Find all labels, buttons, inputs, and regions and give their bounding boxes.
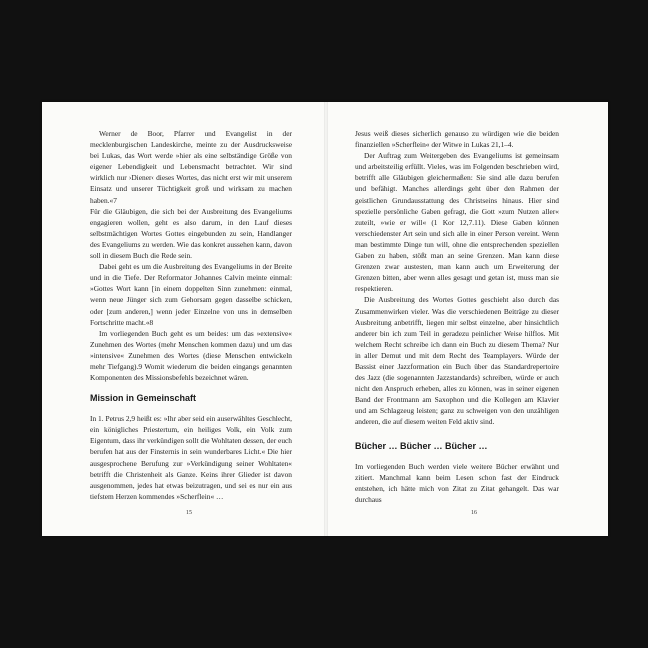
page-number: 16 [471, 510, 477, 516]
paragraph: Für die Gläubigen, die sich bei der Ausbreitung des Evangeliums engagieren wollen, geht es also darum, in den Lauf dieses selbstmächtigen Wortes Gottes eingebunden zu sein, Handlanger des Evangeliums zu werden. Wie das konkret aussehen kann, davon soll in diesem Buch die Rede sein. [90, 206, 292, 261]
page-number: 15 [186, 510, 192, 516]
paragraph: Der Auftrag zum Weitergeben des Evangeliums ist gemeinsam und arbeitsteilig erfüllt. Vieles, was im Folgenden beschrieben wird, betrifft alle Gläubigen gleichermaßen: Sie sind alle dazu berufen und befähigt. Manches allerdings geht über den Rahmen der geistlichen Grundausstattung des Christseins hinaus. Hier sind spezielle persönliche Gaben gefragt, die Gott »zum Nutzen aller« zuteilt, »wie er will« (1 Kor 12,7.11). Diese Gaben können verschiedenster Art sein und sich alle in einer Person vereint. Wenn man bestimmte Dinge tun will, ohne die entsprechenden speziellen Gaben zu haben, stößt man an seine Grenzen. Man kann diese Grenzen zwar austesten, man kann auch um Erweiterung der Grenzen bitten, aber wenn alles gesagt und getan ist, muss man sie respektieren. [355, 151, 559, 294]
left-page-text [90, 128, 292, 502]
left-page [42, 102, 323, 536]
paragraph: Jesus weiß dieses sicherlich genauso zu würdigen wie die beiden finanziellen »Scherflein« der Witwe in Lukas 21,1–4. [355, 129, 559, 150]
paragraph: In 1. Petrus 2,9 heißt es: »Ihr aber seid ein auserwähltes Geschlecht, ein königliches Priestertum, ein heiliges Volk, ein Volk zum Eigentum, dass ihr verkündigen sollt die Wohltaten dessen, der euch berufen hat aus der Finsternis in sein wunderbares Licht.« Die hier ausgesprochene Berufung zur »Verkündigung seiner Wohltaten« betrifft die Christenheit als Ganze. Keins ihrer Glieder ist davon ausgenommen, jedes hat etwas beizutragen, und sei es nur ein aus tiefstem Herzen kommendes »Scherflein« … [90, 414, 292, 501]
section-heading: Mission in Gemeinschaft [90, 393, 197, 404]
right-page [327, 102, 608, 536]
paragraph: Im vorliegenden Buch geht es um beides: um das »extensive« Zunehmen des Wortes (mehr Menschen kommen dazu) und um das »intensive« Zunehmen des Wortes (diese Menschen entwickeln mehr Tiefgang).9 Womit wiederum die beiden eingangs genannten Komponenten des Missionsbefehls bezeichnet wären. [90, 328, 292, 383]
paragraph: Werner de Boor, Pfarrer und Evangelist in der mecklenburgischen Landeskirche, meinte zu der Ausdrucksweise bei Lukas, das Wort werde »hier als eine selbständige Größe von eigener Lebendigkeit und Lebensmacht betrachtet. Wir sind wirklich nur ›Diener‹ dieses Wortes, das nicht erst wir mit unserem Einsatz und unserer Tüchtigkeit groß und wirksam zu machen haben.«7 [90, 129, 292, 205]
book-spread [42, 102, 608, 536]
right-page-text [355, 128, 559, 505]
section-heading: Bücher … Bücher … Bücher … [355, 440, 488, 451]
paragraph: Dabei geht es um die Ausbreitung des Evangeliums in der Breite und in die Tiefe. Der Reformator Johannes Calvin meinte einmal: »Gottes Wort kann [in einem doppelten Sinn zunehmen: einmal, wenn neue Jünger sich zum Gehorsam gegen dasselbe schicken, oder [zum anderen,] wenn jeder Einzelne von uns in demselben Fortschritte macht.«8 [90, 262, 292, 327]
paragraph: Im vorliegenden Buch werden viele weitere Bücher erwähnt und zitiert. Manchmal kann beim Lesen schon fast der Eindruck entstehen, ich hätte mich von Zitat zu Zitat gehangelt. Das war durchaus [355, 461, 559, 504]
paragraph: Die Ausbreitung des Wortes Gottes geschieht also durch das Zusammenwirken vieler. Was die verschiedenen Beiträge zu dieser Ausbreitung anbetrifft, liegen mir selbst einzelne, aber hinsichtlich anderer bin ich zum Teil in geradezu peinlicher Weise hilflos. Mit welchem Recht schreibe ich dann ein Buch zu diesem Thema? Nur in aller Demut und mit dem Recht des Teamplayers. Würde der Bassist einer Jazzformation ein Buch über das Standardrepertoire des Jazz (die sogenannten Jazzstandards) schreiben, würde er auch nicht den Anspruch erheben, alles zu können, was in seiner eigenen Band der Frontmann am Saxophon und die Kollegen am Klavier und am Schlagzeug leisten; ganz zu schweigen von den unzähligen anderen, die auf diesem weiten Feld aktiv sind. [355, 295, 559, 427]
